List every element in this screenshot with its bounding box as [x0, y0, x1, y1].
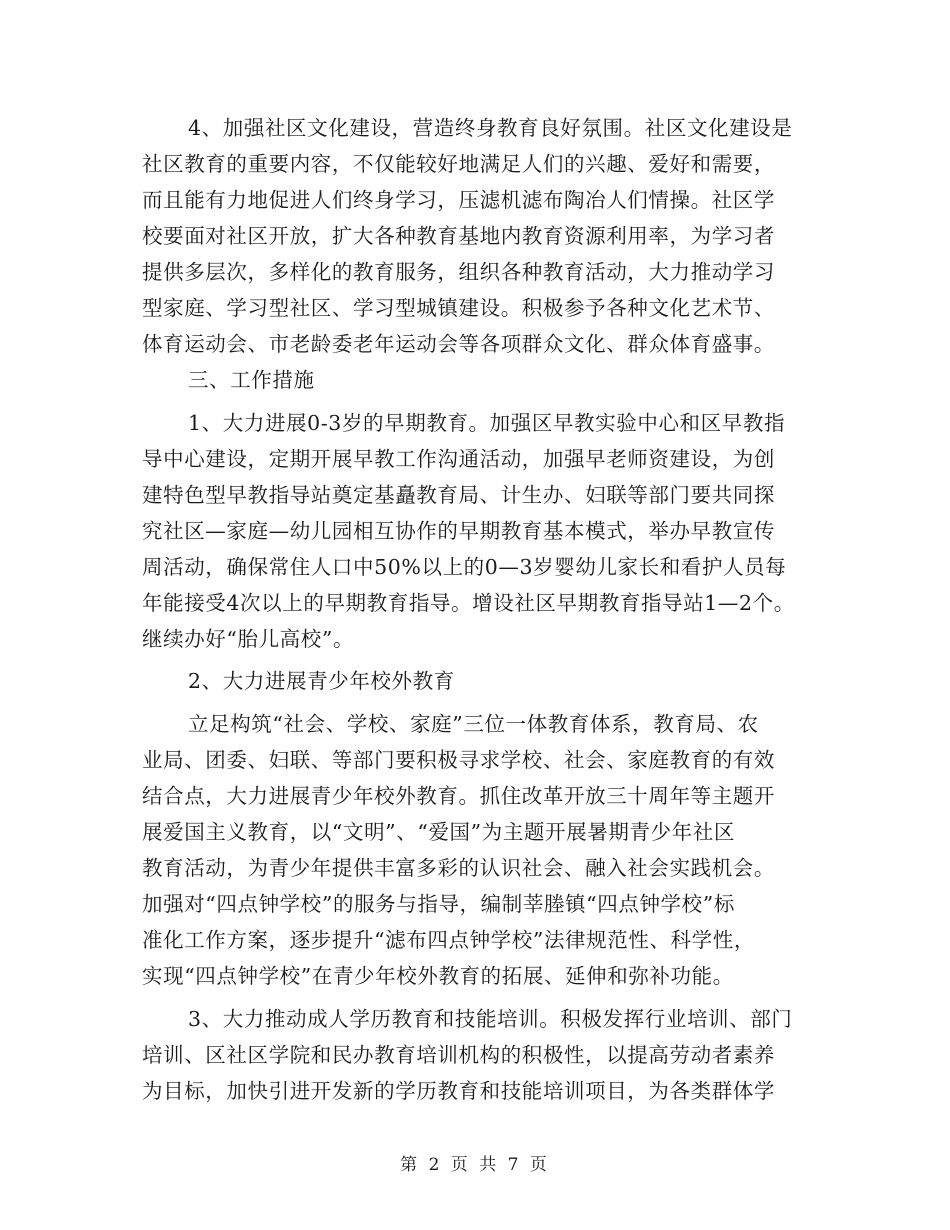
text-line: 1、大力进展0-3岁的早期教育。加强区早教实验中心和区早教指 — [188, 411, 786, 435]
text-line: 加强对“四点钟学校”的服务与指导，编制莘塍镇“四点钟学校”标 — [142, 892, 735, 916]
page-number-footer: 第 2 页 共 7 页 — [400, 1155, 550, 1175]
text-line: 型家庭、学习型社区、学习型城镇建设。积极参予各种文化艺术节、 — [142, 296, 775, 320]
text-line: 年能接受4次以上的早期教育指导。增设社区早期教育指导站1—2个。 — [142, 591, 795, 615]
section-heading: 三、工作措施 — [188, 368, 315, 392]
text-line: 结合点，大力进展青少年校外教育。抓住改革开放三十周年等主题开 — [142, 784, 775, 808]
text-line: 究社区—家庭—幼儿园相互协作的早期教育基本模式，举办早教宣传 — [142, 519, 775, 543]
text-line: 周活动，确保常住人口中50%以上的0—3岁婴幼儿家长和看护人员每 — [142, 555, 787, 579]
text-line: 准化工作方案，逐步提升“滤布四点钟学校”法律规范性、科学性， — [142, 928, 755, 952]
text-line: 培训、区社区学院和民办教育培训机构的积极性，以提高劳动者素养 — [142, 1043, 775, 1067]
text-line: 实现“四点钟学校”在青少年校外教育的拓展、延伸和弥补功能。 — [142, 964, 734, 988]
text-line: 业局、团委、妇联、等部门要积极寻求学校、社会、家庭教育的有效 — [142, 748, 775, 772]
subsection-heading: 2、大力进展青少年校外教育 — [188, 669, 455, 693]
text-line: 继续办好“胎儿高校”。 — [142, 627, 355, 651]
text-line: 导中心建设，定期开展早教工作沟通活动，加强早老师资建设，为创 — [142, 447, 775, 471]
text-line: 校要面对社区开放，扩大各种教育基地内教育资源利用率，为学习者 — [142, 224, 775, 248]
text-line: 体育运动会、市老龄委老年运动会等各项群众文化、群众体育盛事。 — [142, 332, 775, 356]
text-line: 社区教育的重要内容，不仅能较好地满足人们的兴趣、爱好和需要， — [142, 152, 775, 176]
text-line: 提供多层次，多样化的教育服务，组织各种教育活动，大力推动学习 — [142, 260, 775, 284]
text-line: 立足构筑“社会、学校、家庭”三位一体教育体系，教育局、农 — [188, 712, 759, 736]
text-line: 而且能有力地促进人们终身学习，压滤机滤布陶冶人们情操。社区学 — [142, 188, 775, 212]
text-line: 展爱国主义教育，以“文明”、“爱国”为主题开展暑期青少年社区 — [142, 820, 735, 844]
text-line: 4、加强社区文化建设，营造终身教育良好氛围。社区文化建设是 — [188, 116, 793, 140]
text-line: 3、大力推动成人学历教育和技能培训。积极发挥行业培训、部门 — [188, 1007, 793, 1031]
text-line: 为目标，加快引进开发新的学历教育和技能培训项目，为各类群体学 — [142, 1079, 775, 1103]
text-line: 建特色型早教指导站奠定基矗教育局、计生办、妇联等部门要共同探 — [142, 483, 775, 507]
text-line: 教育活动，为青少年提供丰富多彩的认识社会、融入社会实践机会。 — [142, 856, 775, 880]
